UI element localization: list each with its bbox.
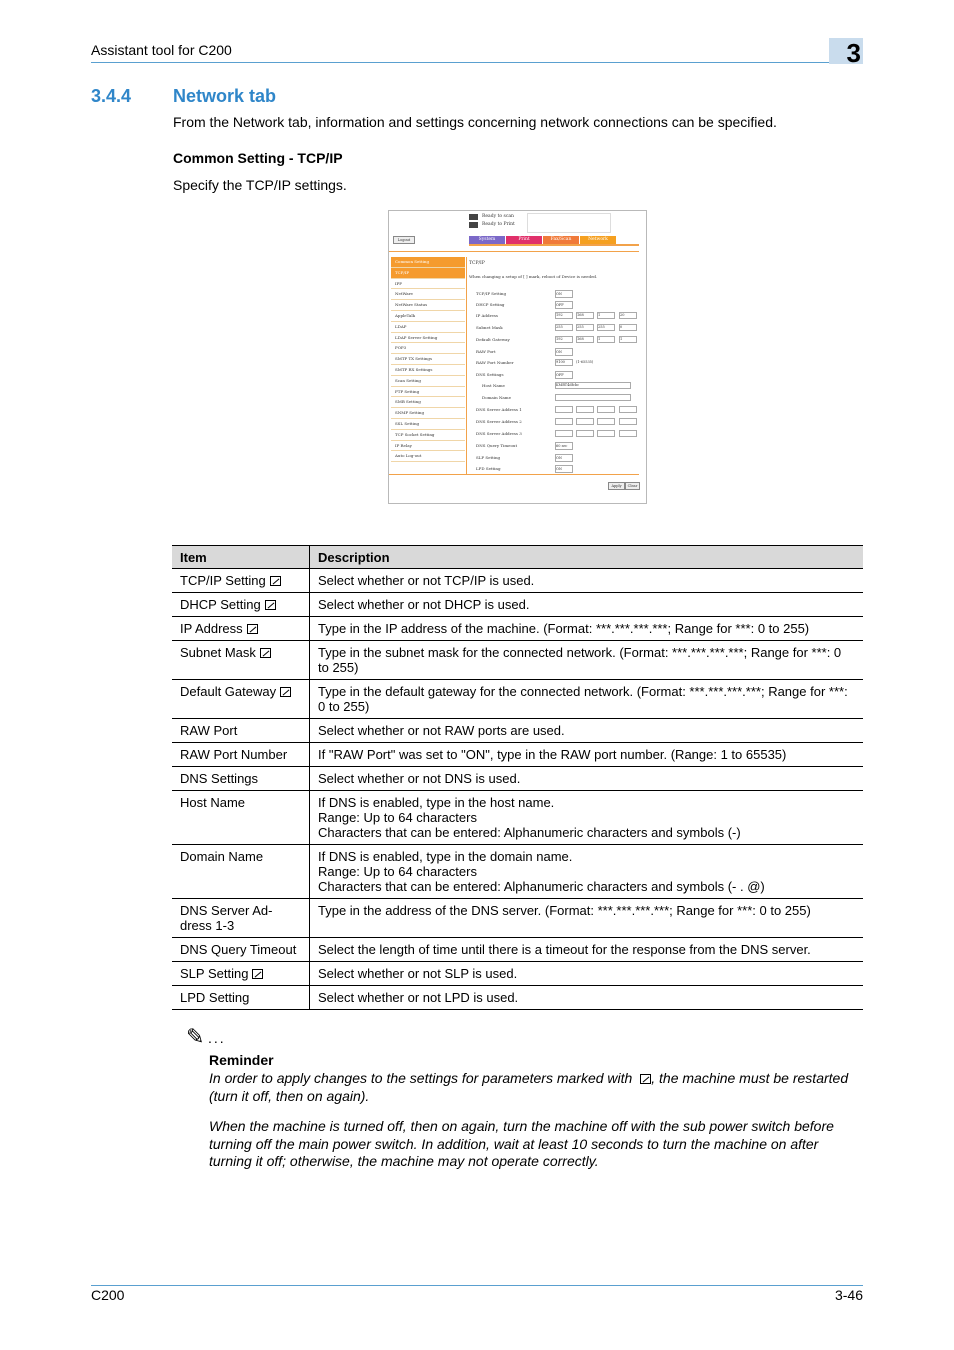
subnet-octet-input[interactable]: 255 <box>555 324 573 331</box>
table-row <box>172 791 863 845</box>
field-label: DNS Settings <box>476 372 504 377</box>
menu-item[interactable]: POP3 <box>391 343 465 354</box>
dns2-input[interactable] <box>619 418 637 425</box>
field-label: Default Gateway <box>476 337 510 342</box>
status-print: Ready to Print <box>482 222 515 227</box>
dns2-input[interactable] <box>576 418 594 425</box>
item-cell <box>172 986 310 1010</box>
dns2-input[interactable] <box>597 418 615 425</box>
column-header-description: Description <box>310 546 864 569</box>
field-label: Subnet Mask <box>476 325 503 330</box>
item-cell <box>172 791 310 845</box>
reminder-paragraph-1 <box>209 1070 865 1105</box>
menu-item[interactable]: SSL Setting <box>391 419 465 430</box>
item-cell <box>172 593 310 617</box>
description-cell: Select whether or not TCP/IP is used. <box>310 569 864 593</box>
section-intro: From the Network tab, information and settings concerning network connections can be specified. <box>173 114 777 130</box>
item-label: TCP/IP Setting <box>180 573 266 588</box>
dns1-input[interactable] <box>555 406 573 413</box>
restart-required-icon <box>280 687 291 697</box>
tab-system[interactable]: System <box>469 236 505 244</box>
item-label: DNS Settings <box>180 771 259 786</box>
menu-item[interactable]: Auto Log-out <box>391 451 465 462</box>
reminder-text-before: In order to apply changes to the settings for parameters marked with <box>209 1070 633 1086</box>
field-label: RAW Port <box>476 349 496 354</box>
notice-text: When changing a setup of [ ] mark, reboot of Device is needed. <box>469 274 598 279</box>
section-title: Network tab <box>173 86 277 106</box>
table-row <box>172 986 863 1010</box>
item-cell <box>172 962 310 986</box>
table-row <box>172 617 863 641</box>
item-cell <box>172 743 310 767</box>
side-menu <box>391 257 465 462</box>
menu-item[interactable]: NetWare Status <box>391 300 465 311</box>
ip-octet-input[interactable]: 168 <box>576 312 594 319</box>
field-label: LPD Setting <box>476 466 501 471</box>
description-cell: Select whether or not LPD is used. <box>310 986 864 1010</box>
menu-item[interactable]: TCP/IP <box>391 268 465 279</box>
item-label: DNS Query Timeout <box>180 942 297 957</box>
item-cell <box>172 845 310 899</box>
gateway-octet-input[interactable]: 1 <box>619 336 637 343</box>
tab-network[interactable]: Network <box>580 236 616 244</box>
field-label: TCP/IP Setting <box>476 291 507 296</box>
dns-select[interactable]: OFF <box>555 371 573 379</box>
menu-item[interactable]: SMB Setting <box>391 397 465 408</box>
gateway-octet-input[interactable]: 168 <box>576 336 594 343</box>
field-label: DNS Server Address 2 <box>476 419 522 424</box>
description-cell: Select whether or not RAW ports are used. <box>310 719 864 743</box>
item-label: RAW Port <box>180 723 238 738</box>
item-label: Host Name <box>180 795 246 810</box>
menu-item[interactable]: IPP <box>391 279 465 290</box>
menu-item[interactable]: FTP Setting <box>391 387 465 398</box>
tcpip-screenshot <box>388 210 647 504</box>
table-row <box>172 845 863 899</box>
menu-item[interactable]: SMTP TX Settings <box>391 354 465 365</box>
field-label: Host Name <box>482 383 505 388</box>
menu-item[interactable]: SMTP RX Settings <box>391 365 465 376</box>
table-row <box>172 743 863 767</box>
tcpip-select[interactable]: ON <box>555 290 573 298</box>
description-cell: Select whether or not DHCP is used. <box>310 593 864 617</box>
printer-icon <box>469 222 478 228</box>
subnet-octet-input[interactable]: 255 <box>576 324 594 331</box>
table-row <box>172 641 863 680</box>
subnet-octet-input[interactable]: 0 <box>619 324 637 331</box>
field-label: DHCP Setting <box>476 302 505 307</box>
item-label: LPD Setting <box>180 990 250 1005</box>
status-scan: Ready to scan <box>482 214 514 219</box>
rawport-range: (1-65535) <box>576 360 594 364</box>
column-header-item: Item <box>172 546 310 569</box>
menu-item[interactable]: Scan Setting <box>391 376 465 387</box>
dns3-input[interactable] <box>619 430 637 437</box>
reminder-title: Reminder <box>209 1052 274 1068</box>
item-cell <box>172 569 310 593</box>
section-number: 3.4.4 <box>91 86 132 106</box>
field-label: IP Address <box>476 313 498 318</box>
footer-rule <box>91 1285 863 1286</box>
menu-divider <box>466 257 467 475</box>
menu-item[interactable]: NetWare <box>391 289 465 300</box>
item-label: RAW Port Number <box>180 747 288 762</box>
footer-page-number: 3-46 <box>834 1287 863 1303</box>
page-title: TCP/IP <box>469 261 485 266</box>
clear-button[interactable]: Clear <box>625 482 640 490</box>
description-cell: Type in the IP address of the machine. (Format: ***.***.***.***; Range for ***: 0 to 255) <box>310 617 864 641</box>
menu-item[interactable]: AppleTalk <box>391 311 465 322</box>
description-cell: Select whether or not DNS is used. <box>310 767 864 791</box>
chapter-number: 3 <box>829 38 863 64</box>
description-cell: Type in the subnet mask for the connected network. (Format: ***.***.***.***; Range for ***: 0 to 255) <box>310 641 864 680</box>
ip-octet-input[interactable]: 20 <box>619 312 637 319</box>
description-cell: If DNS is enabled, type in the domain name. Range: Up to 64 characters Characters that can be entered: Alphanumeric characters and symbols (- . @) <box>310 845 864 899</box>
item-label: DHCP Setting <box>180 597 261 612</box>
scanner-icon <box>469 214 478 220</box>
item-cell <box>172 767 310 791</box>
item-label: SLP Setting <box>180 966 249 981</box>
description-cell: Select the length of time until there is a timeout for the response from the DNS server. <box>310 938 864 962</box>
tab-print[interactable]: Print <box>506 236 542 244</box>
item-cell <box>172 680 310 719</box>
gateway-octet-input[interactable]: 192 <box>555 336 573 343</box>
reminder-dots: ... <box>208 1030 226 1046</box>
item-label: Domain Name <box>180 849 264 864</box>
item-cell <box>172 899 310 938</box>
table-row <box>172 767 863 791</box>
field-label: DNS Server Address 1 <box>476 407 522 412</box>
table-row <box>172 569 863 593</box>
table-row <box>172 899 863 938</box>
field-label: RAW Port Number <box>476 360 514 365</box>
item-cell <box>172 719 310 743</box>
top-rule <box>389 251 639 252</box>
subnet-octet-input[interactable]: 255 <box>597 324 615 331</box>
field-label: Domain Name <box>482 395 511 400</box>
page-header-title: Assistant tool for C200 <box>91 42 232 58</box>
status-panel <box>527 213 611 233</box>
table-row <box>172 719 863 743</box>
pencil-icon: ✎ <box>186 1024 205 1049</box>
item-label: Default Gateway <box>180 684 277 699</box>
dns2-input[interactable] <box>555 418 573 425</box>
menu-item[interactable]: SNMP Setting <box>391 408 465 419</box>
settings-table <box>172 545 863 1010</box>
table-row <box>172 938 863 962</box>
tab-underline <box>469 244 639 246</box>
field-label: SLP Setting <box>476 455 501 460</box>
dns-timeout-select[interactable]: 60 sec <box>555 442 573 450</box>
footer-model: C200 <box>91 1287 125 1303</box>
table-row <box>172 680 863 719</box>
host-name-input[interactable]: KMBT4dfcbc <box>555 382 631 389</box>
menu-item[interactable]: IP Relay <box>391 441 465 452</box>
restart-required-icon <box>265 600 276 610</box>
description-cell: Select whether or not SLP is used. <box>310 962 864 986</box>
lpd-select[interactable]: ON <box>555 465 573 473</box>
menu-item[interactable]: LDAP <box>391 322 465 333</box>
description-cell: If "RAW Port" was set to "ON", type in the RAW port number. (Range: 1 to 65535) <box>310 743 864 767</box>
menu-item[interactable]: LDAP Server Setting <box>391 333 465 344</box>
field-label: DNS Query Timeout <box>476 443 518 448</box>
field-label: DNS Server Address 3 <box>476 431 522 436</box>
item-label: IP Address <box>180 621 243 636</box>
reminder-paragraph-2: When the machine is turned off, then on again, turn the machine off with the sub power switch before turning off the main power switch. In addition, wait at least 10 seconds to turn the machine on after turning it off; otherwise, the machine may not operate correctly. <box>209 1118 834 1169</box>
restart-required-icon <box>260 648 271 658</box>
table-row <box>172 962 863 986</box>
description-cell: Type in the default gateway for the connected network. (Format: ***.***.***.***; Range for ***: 0 to 255) <box>310 680 864 719</box>
menu-item[interactable]: TCP Socket Setting <box>391 430 465 441</box>
dns1-input[interactable] <box>597 406 615 413</box>
rawport-number-input[interactable]: 9100 <box>555 359 573 366</box>
restart-required-icon <box>252 969 263 979</box>
dns1-input[interactable] <box>576 406 594 413</box>
rawport-select[interactable]: ON <box>555 348 573 356</box>
dns1-input[interactable] <box>619 406 637 413</box>
header-rule <box>91 62 829 63</box>
item-cell <box>172 617 310 641</box>
item-label: DNS Server Ad- dress 1-3 <box>180 903 273 933</box>
dhcp-select[interactable]: OFF <box>555 301 573 309</box>
slp-select[interactable]: ON <box>555 454 573 462</box>
restart-required-icon <box>247 624 258 634</box>
description-cell: Type in the address of the DNS server. (Format: ***.***.***.***; Range for ***: 0 to 255) <box>310 899 864 938</box>
dns3-input[interactable] <box>597 430 615 437</box>
table-header-row <box>172 546 863 569</box>
restart-required-icon <box>270 576 281 586</box>
ip-octet-input[interactable]: 1 <box>597 312 615 319</box>
gateway-octet-input[interactable]: 1 <box>597 336 615 343</box>
logout-button[interactable]: Logout <box>393 236 415 244</box>
note-restart-icon <box>640 1074 651 1084</box>
reminder-text-after: , the machine must be restarted (turn it off, then on again). <box>209 1070 849 1104</box>
description-cell: If DNS is enabled, type in the host name. Range: Up to 64 characters Characters that can be entered: Alphanumeric characters and symbols (-) <box>310 791 864 845</box>
menu-item[interactable]: Common Setting <box>391 257 465 268</box>
bottom-rule <box>389 474 639 475</box>
domain-name-input[interactable] <box>555 394 631 401</box>
item-label: Subnet Mask <box>180 645 256 660</box>
item-cell <box>172 641 310 680</box>
subsection-text: Specify the TCP/IP settings. <box>173 177 347 193</box>
ip-octet-input[interactable]: 192 <box>555 312 573 319</box>
tab-fax-scan[interactable]: Fax/Scan <box>543 236 579 244</box>
table-row <box>172 593 863 617</box>
dns3-input[interactable] <box>576 430 594 437</box>
apply-button[interactable]: Apply <box>608 482 625 490</box>
dns3-input[interactable] <box>555 430 573 437</box>
item-cell <box>172 938 310 962</box>
subsection-title: Common Setting - TCP/IP <box>173 150 343 166</box>
